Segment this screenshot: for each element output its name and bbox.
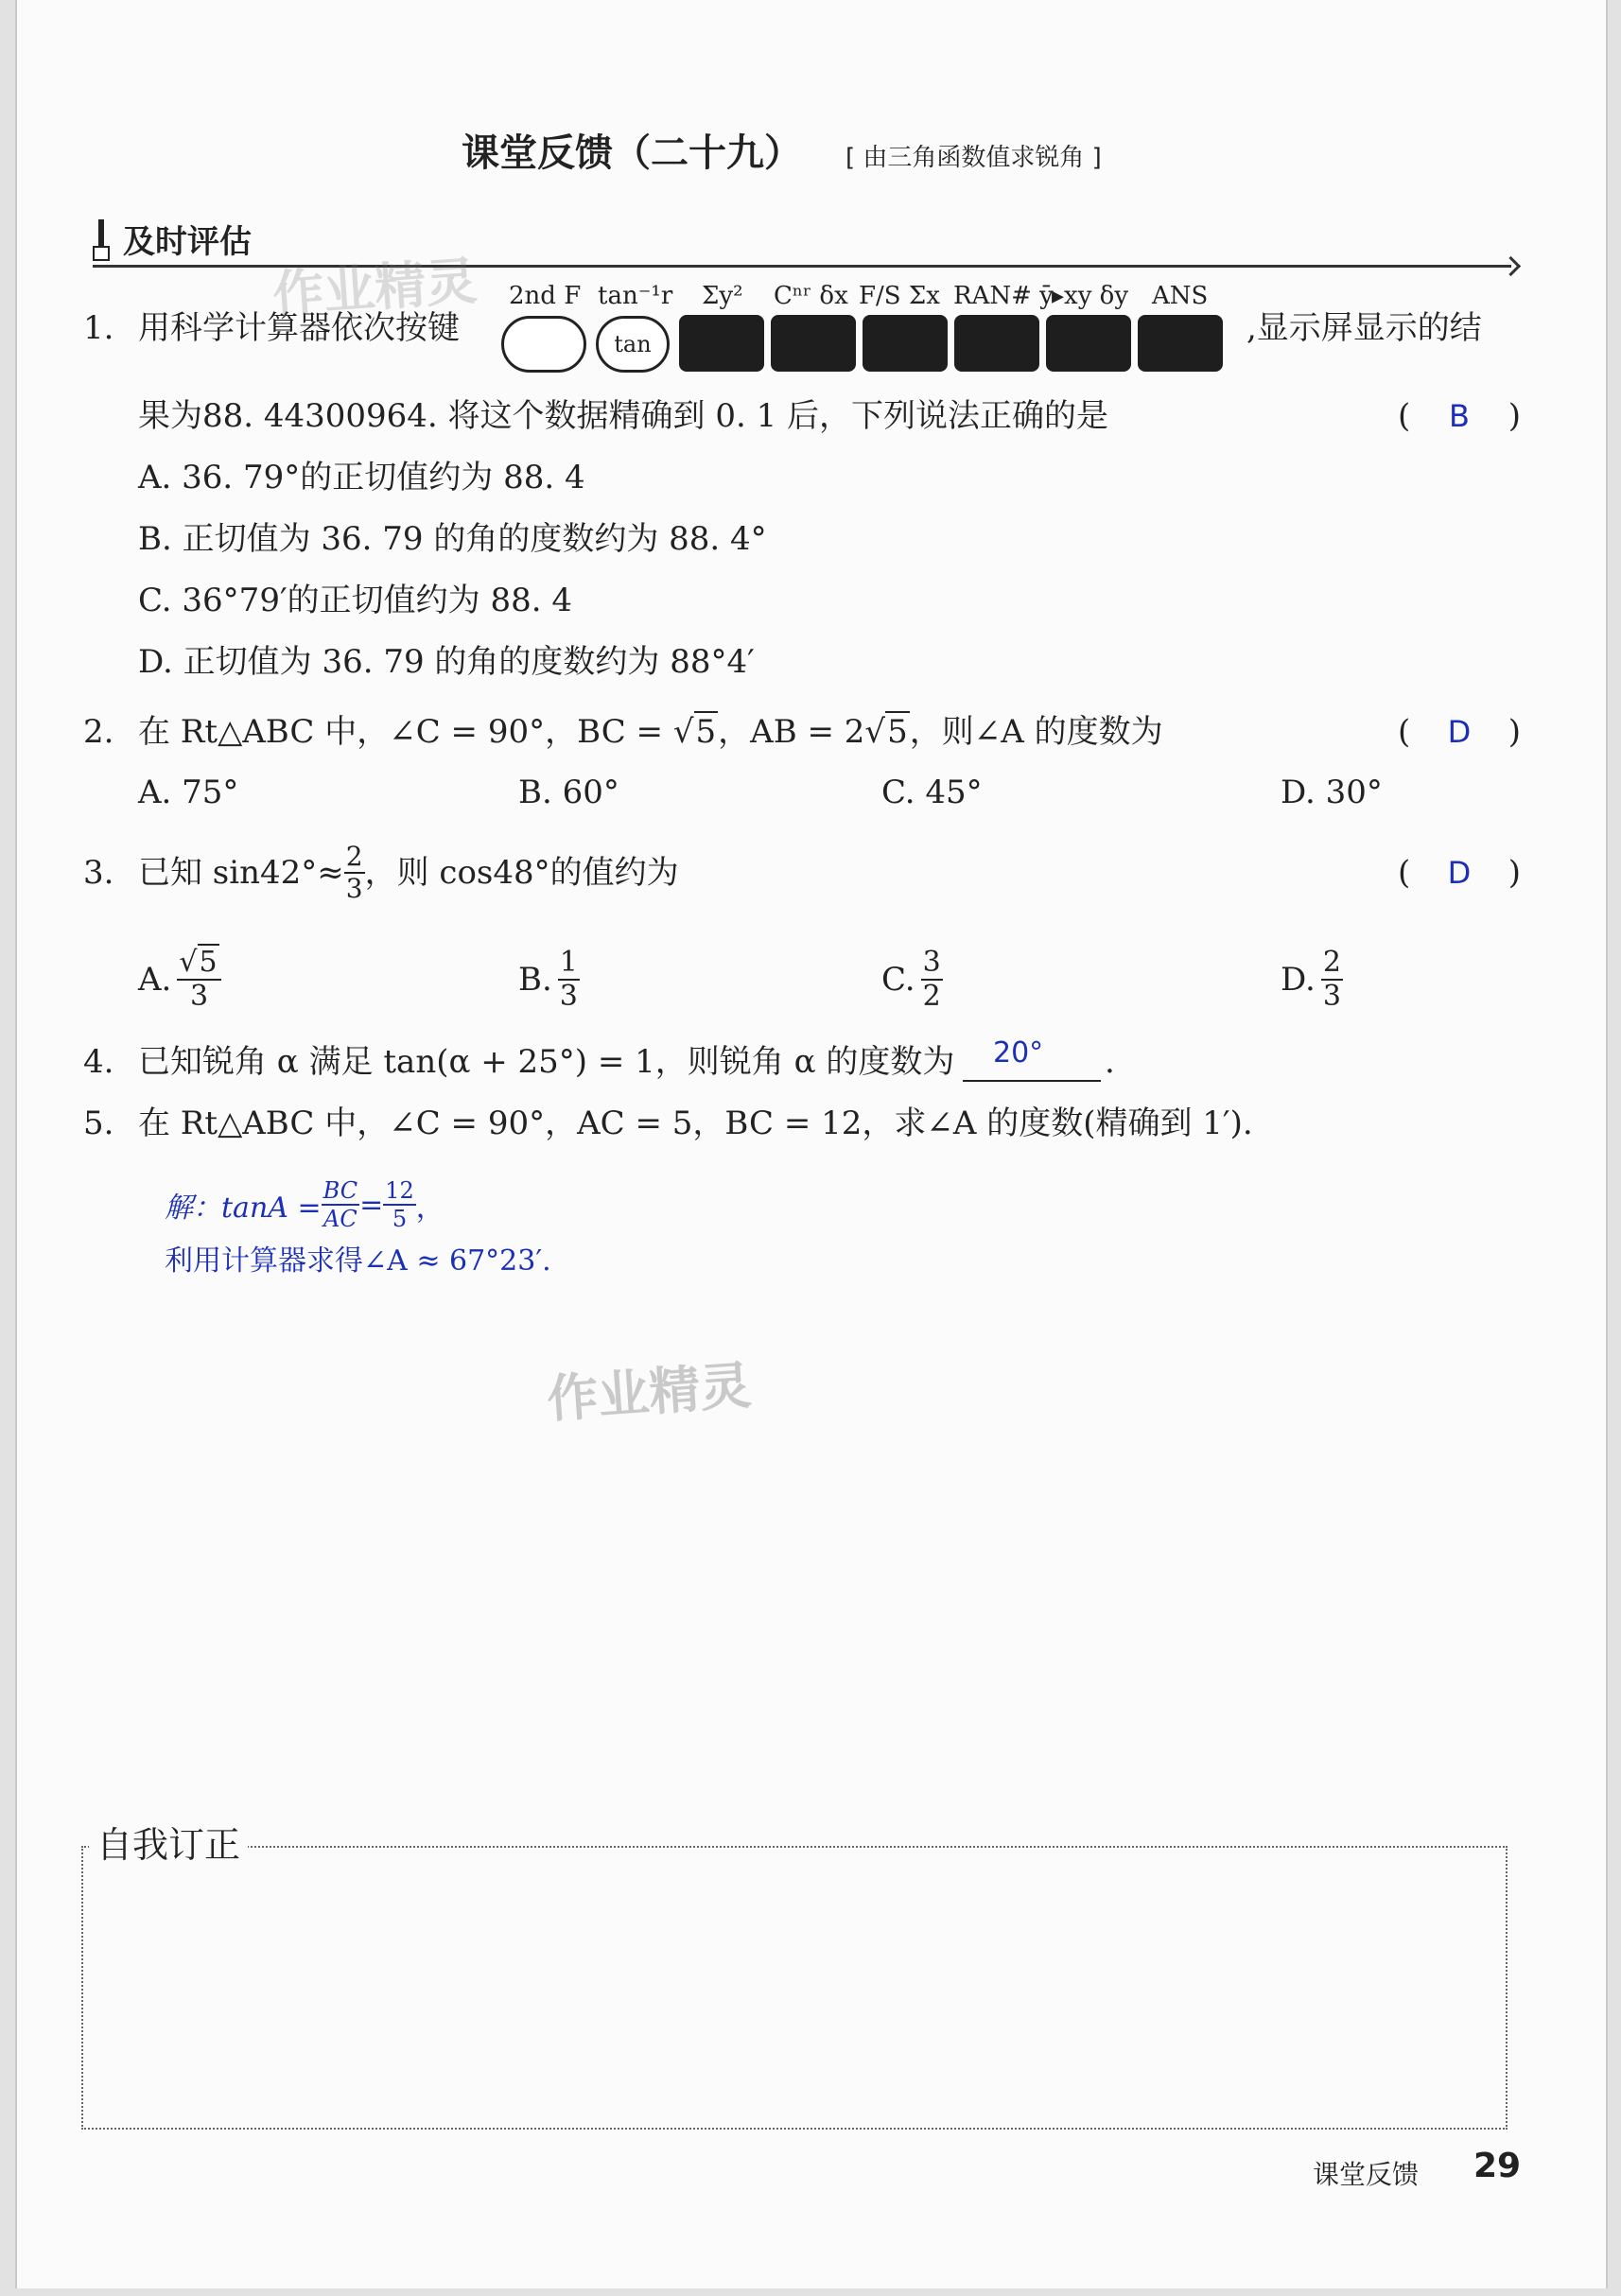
- q1-lead: 用科学计算器依次按键: [138, 309, 460, 347]
- key-label-ans: ANS: [1152, 282, 1209, 310]
- q3-answer-bracket: ( D ): [1398, 854, 1521, 892]
- key-dark-6: [1138, 315, 1223, 372]
- watermark-middle: 作业精灵: [545, 1355, 754, 1430]
- key-label-atan: tan⁻¹r: [598, 282, 673, 310]
- q1-line2: 果为88. 44300964. 将这个数据精确到 0. 1 后，下列说法正确的是: [138, 397, 1109, 435]
- q3-answer: D: [1447, 855, 1472, 891]
- q4-answer-blank: [963, 1080, 1101, 1082]
- q2-number: 2.: [83, 713, 114, 751]
- q3-option-d: D. $\frac{2}{3}$: [1281, 946, 1341, 1013]
- q4-end: .: [1105, 1043, 1115, 1081]
- worksheet-page: [15, 0, 1608, 2288]
- q2-option-a: A. 75°: [138, 774, 239, 811]
- q3-text: 已知 sin42°≈ $\frac{2}{3}$ ，则 cos48°的值约为: [138, 841, 679, 904]
- page-number: 29: [1473, 2147, 1522, 2185]
- q2-option-d: D. 30°: [1281, 774, 1383, 811]
- q4-text: 已知锐角 α 满足 tan(α + 25°) = 1，则锐角 α 的度数为: [138, 1043, 955, 1081]
- q4-answer: 20°: [993, 1036, 1044, 1070]
- footer-label: 课堂反馈: [1313, 2159, 1420, 2190]
- q1-answer-bracket: ( B ): [1398, 397, 1521, 435]
- key-dark-2: [771, 315, 856, 372]
- divider-arrow-icon: [1501, 256, 1521, 276]
- q3-option-a: A. $\frac{√5}{3}$: [138, 940, 221, 1019]
- key-dark-1: [679, 315, 764, 372]
- q3-option-b: B. $\frac{1}{3}$: [518, 946, 578, 1013]
- q3-number: 3.: [83, 854, 114, 892]
- q1-number: 1.: [83, 309, 114, 347]
- q2-answer: D: [1447, 714, 1472, 750]
- q3-fraction: $\frac{2}{3}$: [345, 841, 363, 904]
- section-title-assessment: 及时评估: [123, 223, 252, 261]
- key-dark-4: [954, 315, 1039, 372]
- key-label-sumy2: Σy²: [702, 282, 743, 310]
- key-label-2ndf: 2nd F: [509, 282, 582, 310]
- key-tan-button: tan: [596, 316, 670, 373]
- section-marker-icon: [93, 219, 110, 261]
- page-title: 课堂反馈（二十九）: [462, 131, 802, 175]
- q1-tail: ,显示屏显示的结: [1246, 309, 1482, 347]
- q5-text: 在 Rt△ABC 中，∠C = 90°，AC = 5，BC = 12，求∠A 的度数(精确到 1′).: [138, 1105, 1253, 1142]
- key-dark-5: [1046, 315, 1131, 372]
- q1-option-b: B. 正切值为 36. 79 的角的度数约为 88. 4°: [138, 520, 767, 558]
- key-label-xy: ▸xy δy: [1052, 282, 1129, 310]
- q3-option-c: C. $\frac{3}{2}$: [881, 946, 941, 1013]
- q1-option-a: A. 36. 79°的正切值约为 88. 4: [138, 459, 585, 496]
- q2-text: 在 Rt△ABC 中，∠C = 90°，BC = √5，AB = 2√5，则∠A 的度数为: [138, 713, 1163, 751]
- key-label-ran: RAN# ȳ: [953, 282, 1054, 310]
- q1-option-c: C. 36°79′的正切值约为 88. 4: [138, 582, 572, 619]
- solution-line2: 利用计算器求得∠A ≈ 67°23′.: [165, 1244, 551, 1278]
- q5-number: 5.: [83, 1105, 114, 1142]
- solution-line1: 解：tanA = $\frac{BC}{AC}$ = $\frac{12}{5}$ ，: [165, 1177, 444, 1232]
- q1-option-d: D. 正切值为 36. 79 的角的度数约为 88°4′: [138, 643, 755, 681]
- page-subtitle: [ 由三角函数值求锐角 ]: [845, 144, 1102, 172]
- q2-option-c: C. 45°: [881, 774, 983, 811]
- key-dark-3: [863, 315, 948, 372]
- q2-answer-bracket: ( D ): [1398, 713, 1521, 751]
- key-2ndf-button: [501, 316, 586, 373]
- self-correction-box: [81, 1846, 1508, 2130]
- q4-number: 4.: [83, 1043, 114, 1081]
- q1-answer: B: [1449, 398, 1470, 434]
- self-correction-title: 自我订正: [89, 1816, 248, 1868]
- key-label-cnr: Cⁿʳ δx: [774, 282, 848, 310]
- key-label-fs: F/S Σx: [859, 282, 940, 310]
- q2-option-b: B. 60°: [518, 774, 619, 811]
- watermark-top: 作业精灵: [270, 251, 479, 325]
